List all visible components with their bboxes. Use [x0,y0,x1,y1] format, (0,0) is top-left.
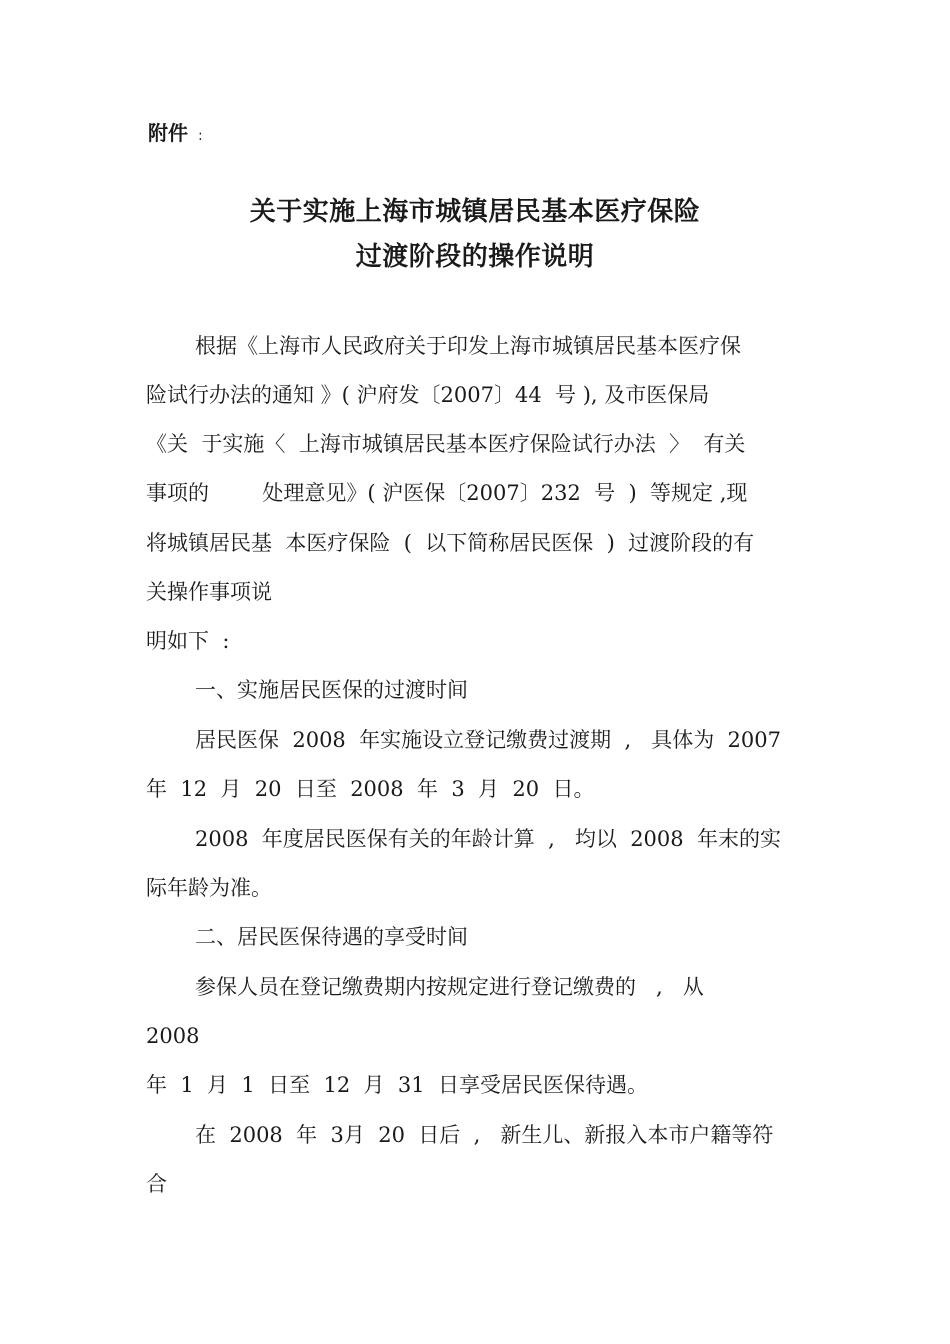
body-line-6: 关操作事项说 [146,580,272,604]
attachment-text: 附件 [148,121,188,145]
body-line-7: 明如下 : [146,629,230,653]
attachment-label [148,121,203,148]
section-heading-2: 二、居民医保待遇的享受时间 [195,925,468,949]
body-line-11: 2008 年度居民医保有关的年龄计算 , 均以 2008 年末的实 [195,827,781,851]
body-line-4: 事项的 处理意见》( 沪医保〔2007〕232 号 ) 等规定 ,现 [146,481,748,505]
body-line-9: 居民医保 2008 年实施设立登记缴费过渡期 , 具体为 2007 [195,728,781,752]
body-line-10: 年 12 月 20 日至 2008 年 3 月 20 日。 [146,777,595,801]
body-line-15: 2008 [146,1024,200,1048]
body-line-12: 际年龄为准。 [146,876,272,900]
body-line-3: 《关 于实施〈 上海市城镇居民基本医疗保险试行办法 〉 有关 [146,432,746,456]
document-title-line-2: 过渡阶段的操作说明 [355,242,595,272]
body-line-16: 年 1 月 1 日至 12 月 31 日享受居民医保待遇。 [146,1073,648,1097]
body-line-17: 在 2008 年 3月 20 日后 , 新生儿、新报入本市户籍等符 [195,1123,774,1147]
section-heading-1: 一、实施居民医保的过渡时间 [195,678,468,702]
body-line-1: 根据《上海市人民政府关于印发上海市城镇居民基本医疗保 [195,334,741,358]
body-line-18: 合 [146,1172,167,1196]
attachment-colon: : [198,128,203,144]
document-title-line-1: 关于实施上海市城镇居民基本医疗保险 [249,197,701,227]
body-line-14: 参保人员在登记缴费期内按规定进行登记缴费的 , 从 [195,975,704,999]
body-line-2: 险试行办法的通知 》( 沪府发〔2007〕44 号 ), 及市医保局 [146,383,710,407]
body-line-5: 将城镇居民基 本医疗保险 ( 以下简称居民医保 ) 过渡阶段的有 [146,531,755,555]
